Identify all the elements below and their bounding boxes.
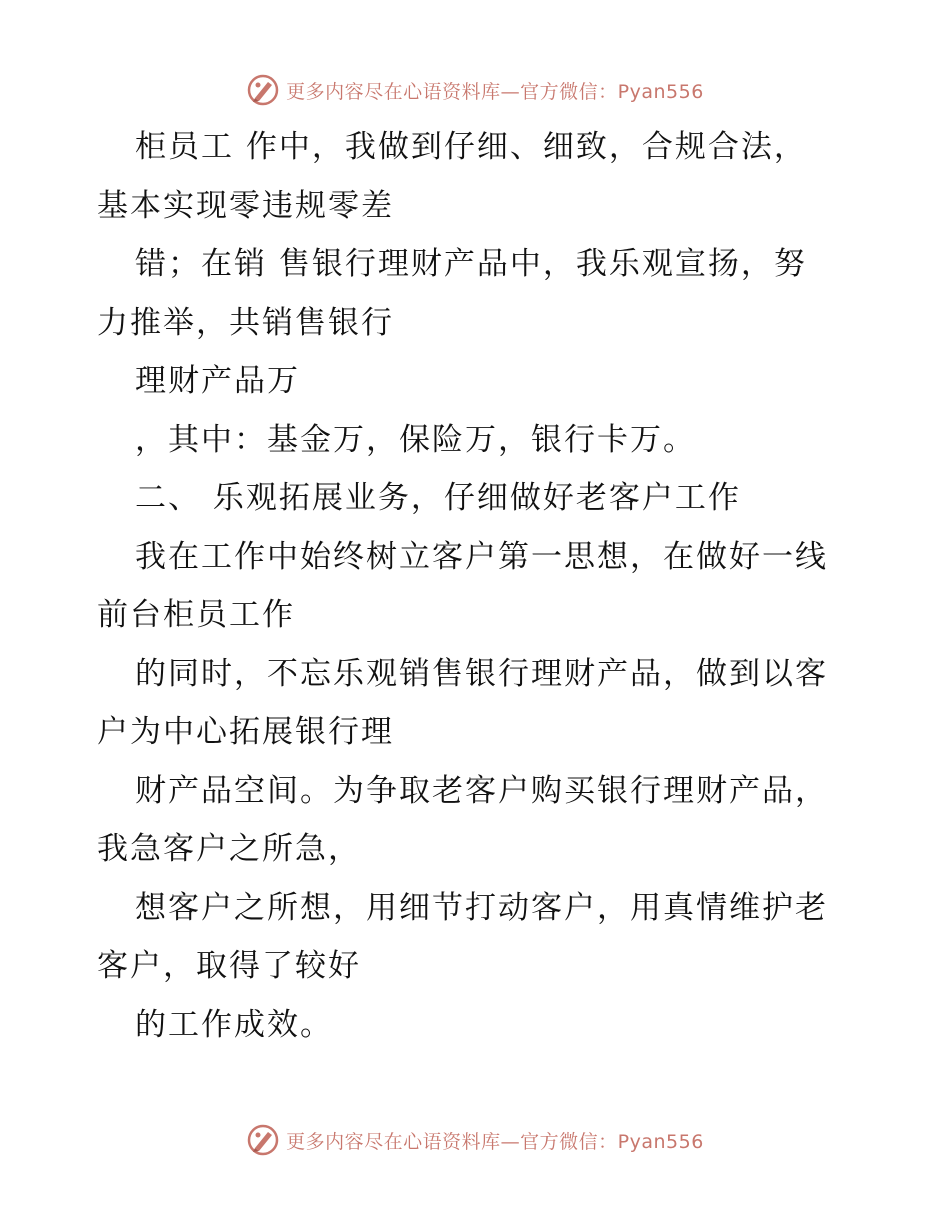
pen-logo-icon [246,1123,280,1157]
text-line: 想客户之所想，用细节打动客户，用真情维护老 [135,889,828,926]
header-banner-text [286,77,704,104]
text-line: 的同时，不忘乐观销售银行理财产品，做到以客 [135,655,828,692]
text-line: ，其中：基金万，保险万，银行卡万。 [135,421,696,458]
header-banner [0,68,950,112]
header-banner-label: 更多内容尽在心语资料库—官方微信： [286,80,618,103]
text-line: 力推举，共销售银行 [97,304,394,341]
text-line: 错；在销 售银行理财产品中，我乐观宣扬，努 [135,246,807,282]
text-line: 我急客户之所急， [97,831,361,867]
text-line: 我在工作中始终树立客户第一思想，在做好一线 [135,538,828,575]
text-line: 二、 乐观拓展业务，仔细做好老客户工作 [135,480,741,516]
footer-wechat-id: Pyan556 [617,1130,704,1153]
text-line: 基本实现零违规零差 [97,187,394,224]
document-body [97,118,857,1054]
footer-banner-text [286,1127,704,1154]
text-line: 财产品空间。为争取老客户购买银行理财产品， [135,772,828,809]
footer-banner-label: 更多内容尽在心语资料库—官方微信： [286,1130,618,1153]
text-line: 户为中心拓展银行理 [97,714,394,750]
text-line: 柜员工 作中，我做到仔细、细致，合规合法， [135,129,807,165]
text-line: 前台柜员工作 [97,597,295,633]
footer-banner [0,1118,950,1162]
text-line: 理财产品万 [135,363,300,399]
header-wechat-id: Pyan556 [617,80,704,103]
pen-logo-icon [246,73,280,107]
text-line: 的工作成效。 [135,1006,333,1043]
text-line: 客户，取得了较好 [97,948,361,984]
